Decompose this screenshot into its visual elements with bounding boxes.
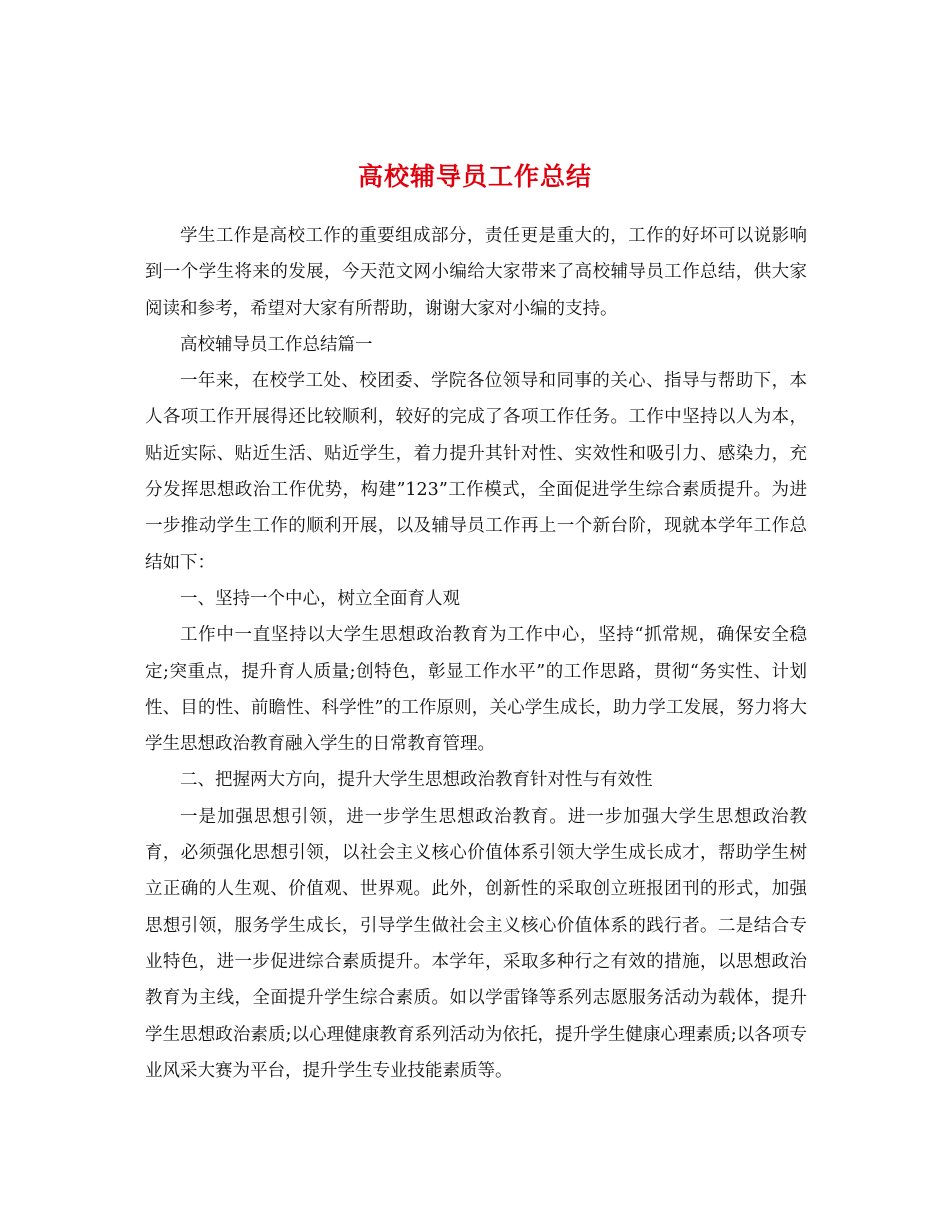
section-heading-part-one: 高校辅导员工作总结篇一: [180, 334, 373, 355]
document-title: 高校辅导员工作总结: [357, 161, 592, 191]
section-heading-two-directions: 二、把握两大方向，提升大学生思想政治教育针对性与有效性: [180, 770, 653, 791]
overview-paragraph: 一年来，在校学工处、校团委、学院各位领导和同事的关心、指导与帮助下，本人各项工作开展得还比较顺利，较好的完成了各项工作任务。工作中坚持以人为本，贴近实际、贴近生活、贴近学生，着力提升其针对性、实效性和吸引力、感染力，充分发挥思想政治工作优势，构建”123”工作模式，全面促进学生综合素质提升。为进一步推动学生工作的顺利开展，以及辅导员工作再上一个新台阶，现就本学年工作总结如下：: [145, 371, 807, 573]
center-work-paragraph: 工作中一直坚持以大学生思想政治教育为工作中心，坚持“抓常规，确保安全稳定;突重点，提升育人质量;创特色，彰显工作水平”的工作思路，贯彻“务实性、计划性、目的性、前瞻性、科学性”的工作原则，关心学生成长，助力学工发展，努力将大学生思想政治教育融入学生的日常教育管理。: [145, 625, 807, 755]
intro-paragraph: 学生工作是高校工作的重要组成部分，责任更是重大的，工作的好坏可以说影响到一个学生将来的发展，今天范文网小编给大家带来了高校辅导员工作总结，供大家阅读和参考，希望对大家有所帮助，谢谢大家对小编的支持。: [145, 226, 807, 319]
section-heading-one-center: 一、坚持一个中心，树立全面育人观: [180, 588, 460, 609]
document-body: [145, 218, 807, 1089]
directions-paragraph: 一是加强思想引领，进一步学生思想政治教育。进一步加强大学生思想政治教育，必须强化思想引领，以社会主义核心价值体系引领大学生成长成才，帮助学生树立正确的人生观、价值观、世界观。此外，创新性的采取创立班报团刊的形式，加强思想引领，服务学生成长，引导学生做社会主义核心价值体系的践行者。二是结合专业特色，进一步促进综合素质提升。本学年，采取多种行之有效的措施，以思想政治教育为主线，全面提升学生综合素质。如以学雷锋等系列志愿服务活动为载体，提升学生思想政治素质;以心理健康教育系列活动为依托，提升学生健康心理素质;以各项专业风采大赛为平台，提升学生专业技能素质等。: [145, 806, 807, 1081]
